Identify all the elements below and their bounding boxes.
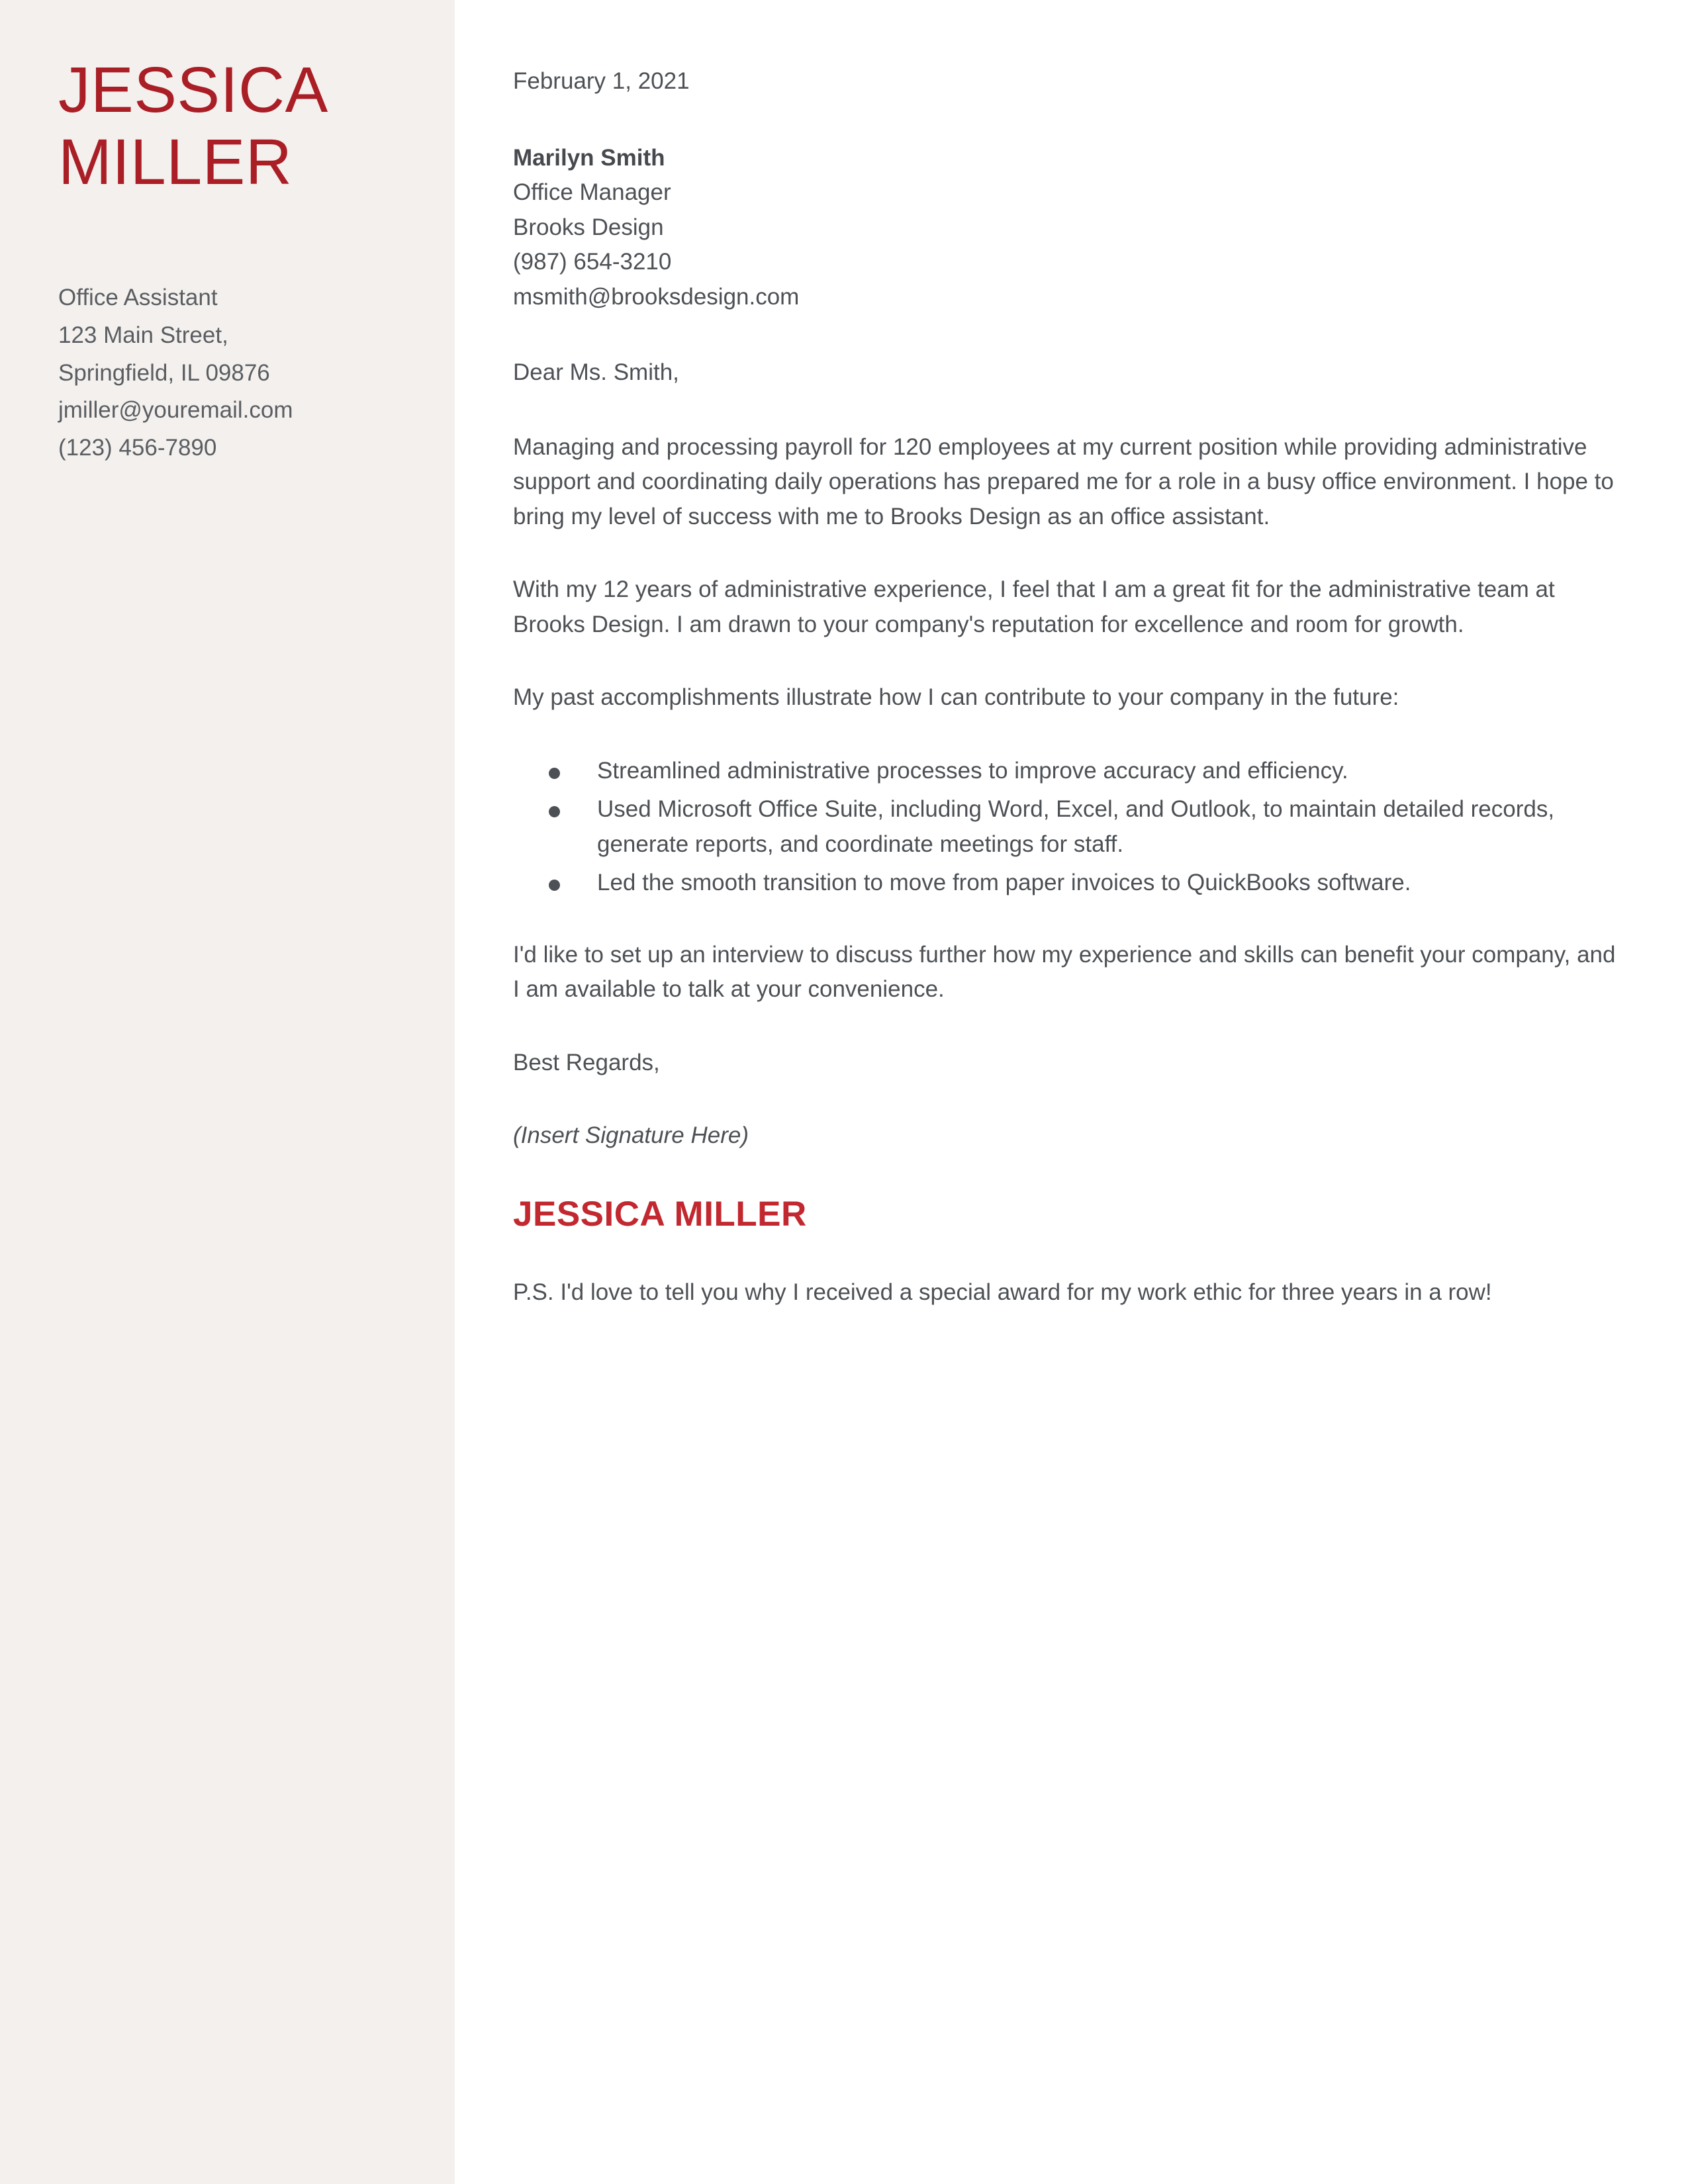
candidate-name-heading xyxy=(58,54,415,198)
body-paragraph-2: With my 12 years of administrative experience, I feel that I am a great fit for the administrative team at Brooks Design. I am drawn to your company's reputation for excellence and room for growth. xyxy=(513,576,1555,637)
candidate-contact-block xyxy=(58,279,415,467)
signature-name: JESSICA MILLER xyxy=(513,1194,807,1234)
sidebar xyxy=(0,0,455,2184)
candidate-first-name: JESSICA xyxy=(58,54,328,126)
recipient-title: Office Manager xyxy=(513,179,671,205)
candidate-city-state-zip: Springfield, IL 09876 xyxy=(58,359,270,386)
list-item xyxy=(513,754,1618,789)
sign-off: Best Regards, xyxy=(513,1049,660,1075)
candidate-last-name: MILLER xyxy=(58,125,293,198)
bullet-dot-icon xyxy=(549,880,560,891)
candidate-job-title: Office Assistant xyxy=(58,285,218,311)
closing-paragraph: I'd like to set up an interview to discuss further how my experience and skills can benefit your company, and I am available to talk at your convenience. xyxy=(513,941,1616,1002)
recipient-block xyxy=(513,141,1618,315)
bullet-dot-icon xyxy=(549,768,560,779)
body-paragraph-1: Managing and processing payroll for 120 employees at my current position while providing administrative support and coordinating daily operations has prepared me for a role in a busy office environment. I hope to bring my level of success with me to Brooks Design as an office assistant. xyxy=(513,433,1614,529)
body-paragraph-3: My past accomplishments illustrate how I can contribute to your company in the future: xyxy=(513,684,1399,710)
recipient-name: Marilyn Smith xyxy=(513,144,665,171)
candidate-email: jmiller@youremail.com xyxy=(58,397,293,424)
recipient-phone: (987) 654-3210 xyxy=(513,249,672,275)
list-item xyxy=(513,866,1618,901)
list-item-text: Streamlined administrative processes to improve accuracy and efficiency. xyxy=(597,757,1348,784)
letter-date: February 1, 2021 xyxy=(513,68,690,94)
candidate-street-address: 123 Main Street, xyxy=(58,322,228,348)
list-item xyxy=(513,792,1618,862)
list-item-text: Led the smooth transition to move from paper invoices to QuickBooks software. xyxy=(597,870,1411,895)
bullet-dot-icon xyxy=(549,806,560,817)
candidate-phone: (123) 456-7890 xyxy=(58,435,217,461)
signature-placeholder: (Insert Signature Here) xyxy=(513,1122,749,1148)
list-item-text: Used Microsoft Office Suite, including Word, Excel, and Outlook, to maintain detailed records, generate reports, and coordinate meetings for staff. xyxy=(597,796,1555,857)
accomplishments-list xyxy=(513,754,1618,901)
recipient-email: msmith@brooksdesign.com xyxy=(513,283,800,310)
postscript: P.S. I'd love to tell you why I received a special award for my work ethic for three years in a row! xyxy=(513,1279,1492,1306)
letter-body xyxy=(455,0,1688,2184)
recipient-company: Brooks Design xyxy=(513,214,664,240)
salutation: Dear Ms. Smith, xyxy=(513,359,679,385)
